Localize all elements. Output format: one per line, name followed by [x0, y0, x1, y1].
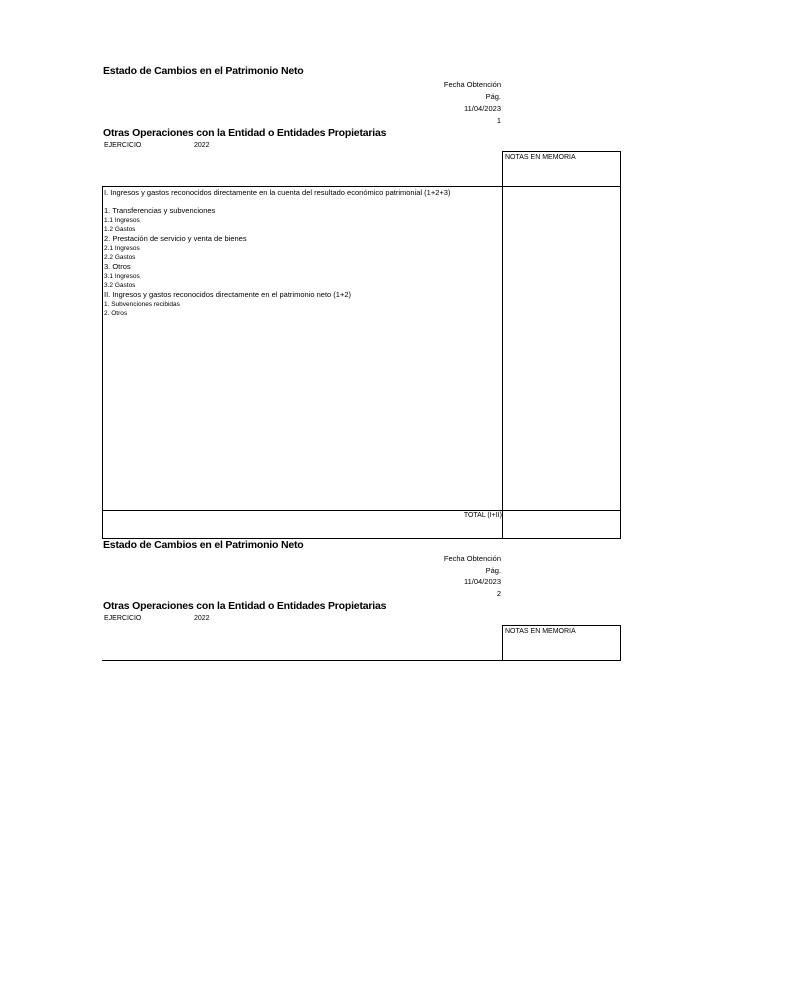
row-transferencias: 1. Transferencias y subvenciones — [104, 206, 216, 215]
notas-header-cell — [502, 151, 621, 187]
total-row-divider — [102, 510, 621, 511]
report-subtitle: Otras Operaciones con la Entidad o Entidades Propietarias — [103, 127, 387, 139]
ejercicio-label: EJERCICIO — [104, 142, 142, 149]
row-ingresos-gastos-patrimonio: II. Ingresos y gastos reconocidos directamente en el patrimonio neto (1+2) — [104, 290, 352, 299]
page-number: 1 — [496, 116, 501, 125]
notes-column-divider — [502, 186, 503, 538]
fecha-obtencion-label: Fecha Obtención — [443, 554, 501, 563]
row-prestacion-ingresos: 2.1 Ingresos — [104, 245, 140, 252]
notas-header-cell — [502, 625, 621, 661]
total-label: TOTAL (I+II) — [463, 512, 502, 519]
ejercicio-label: EJERCICIO — [104, 615, 142, 622]
row-otros: 3. Otros — [104, 262, 131, 271]
ejercicio-value: 2022 — [194, 615, 210, 622]
notas-header: NOTAS EN MEMORIA — [505, 154, 576, 161]
page-label: Pág. — [485, 92, 501, 101]
row-transferencias-ingresos: 1.1 Ingresos — [104, 217, 140, 224]
report-date: 11/04/2023 — [464, 577, 501, 586]
row-prestacion-gastos: 2.2 Gastos — [104, 254, 136, 261]
ejercicio-value: 2022 — [194, 142, 210, 149]
row-otros-gastos: 3.2 Gastos — [104, 282, 136, 289]
report-title: Estado de Cambios en el Patrimonio Neto — [103, 65, 304, 77]
page-label: Pág. — [485, 566, 501, 575]
notas-header: NOTAS EN MEMORIA — [505, 628, 576, 635]
report-date: 11/04/2023 — [464, 104, 501, 113]
page-number: 2 — [496, 589, 501, 598]
row-ingresos-gastos-resultado: I. Ingresos y gastos reconocidos directamente en la cuenta del resultado económico patrimonial (1+2+3) — [104, 188, 451, 197]
row-prestacion-servicio: 2. Prestación de servicio y venta de bienes — [104, 234, 247, 243]
row-subvenciones-recibidas: 1. Subvenciones recibidas — [104, 301, 180, 308]
row-transferencias-gastos: 1.2 Gastos — [104, 226, 136, 233]
report-subtitle: Otras Operaciones con la Entidad o Entidades Propietarias — [103, 600, 387, 612]
row-patrimonio-otros: 2. Otros — [104, 310, 128, 317]
row-otros-ingresos: 3.1 Ingresos — [104, 273, 140, 280]
table-top-rule — [102, 660, 503, 661]
report-title: Estado de Cambios en el Patrimonio Neto — [103, 539, 304, 551]
fecha-obtencion-label: Fecha Obtención — [443, 80, 501, 89]
